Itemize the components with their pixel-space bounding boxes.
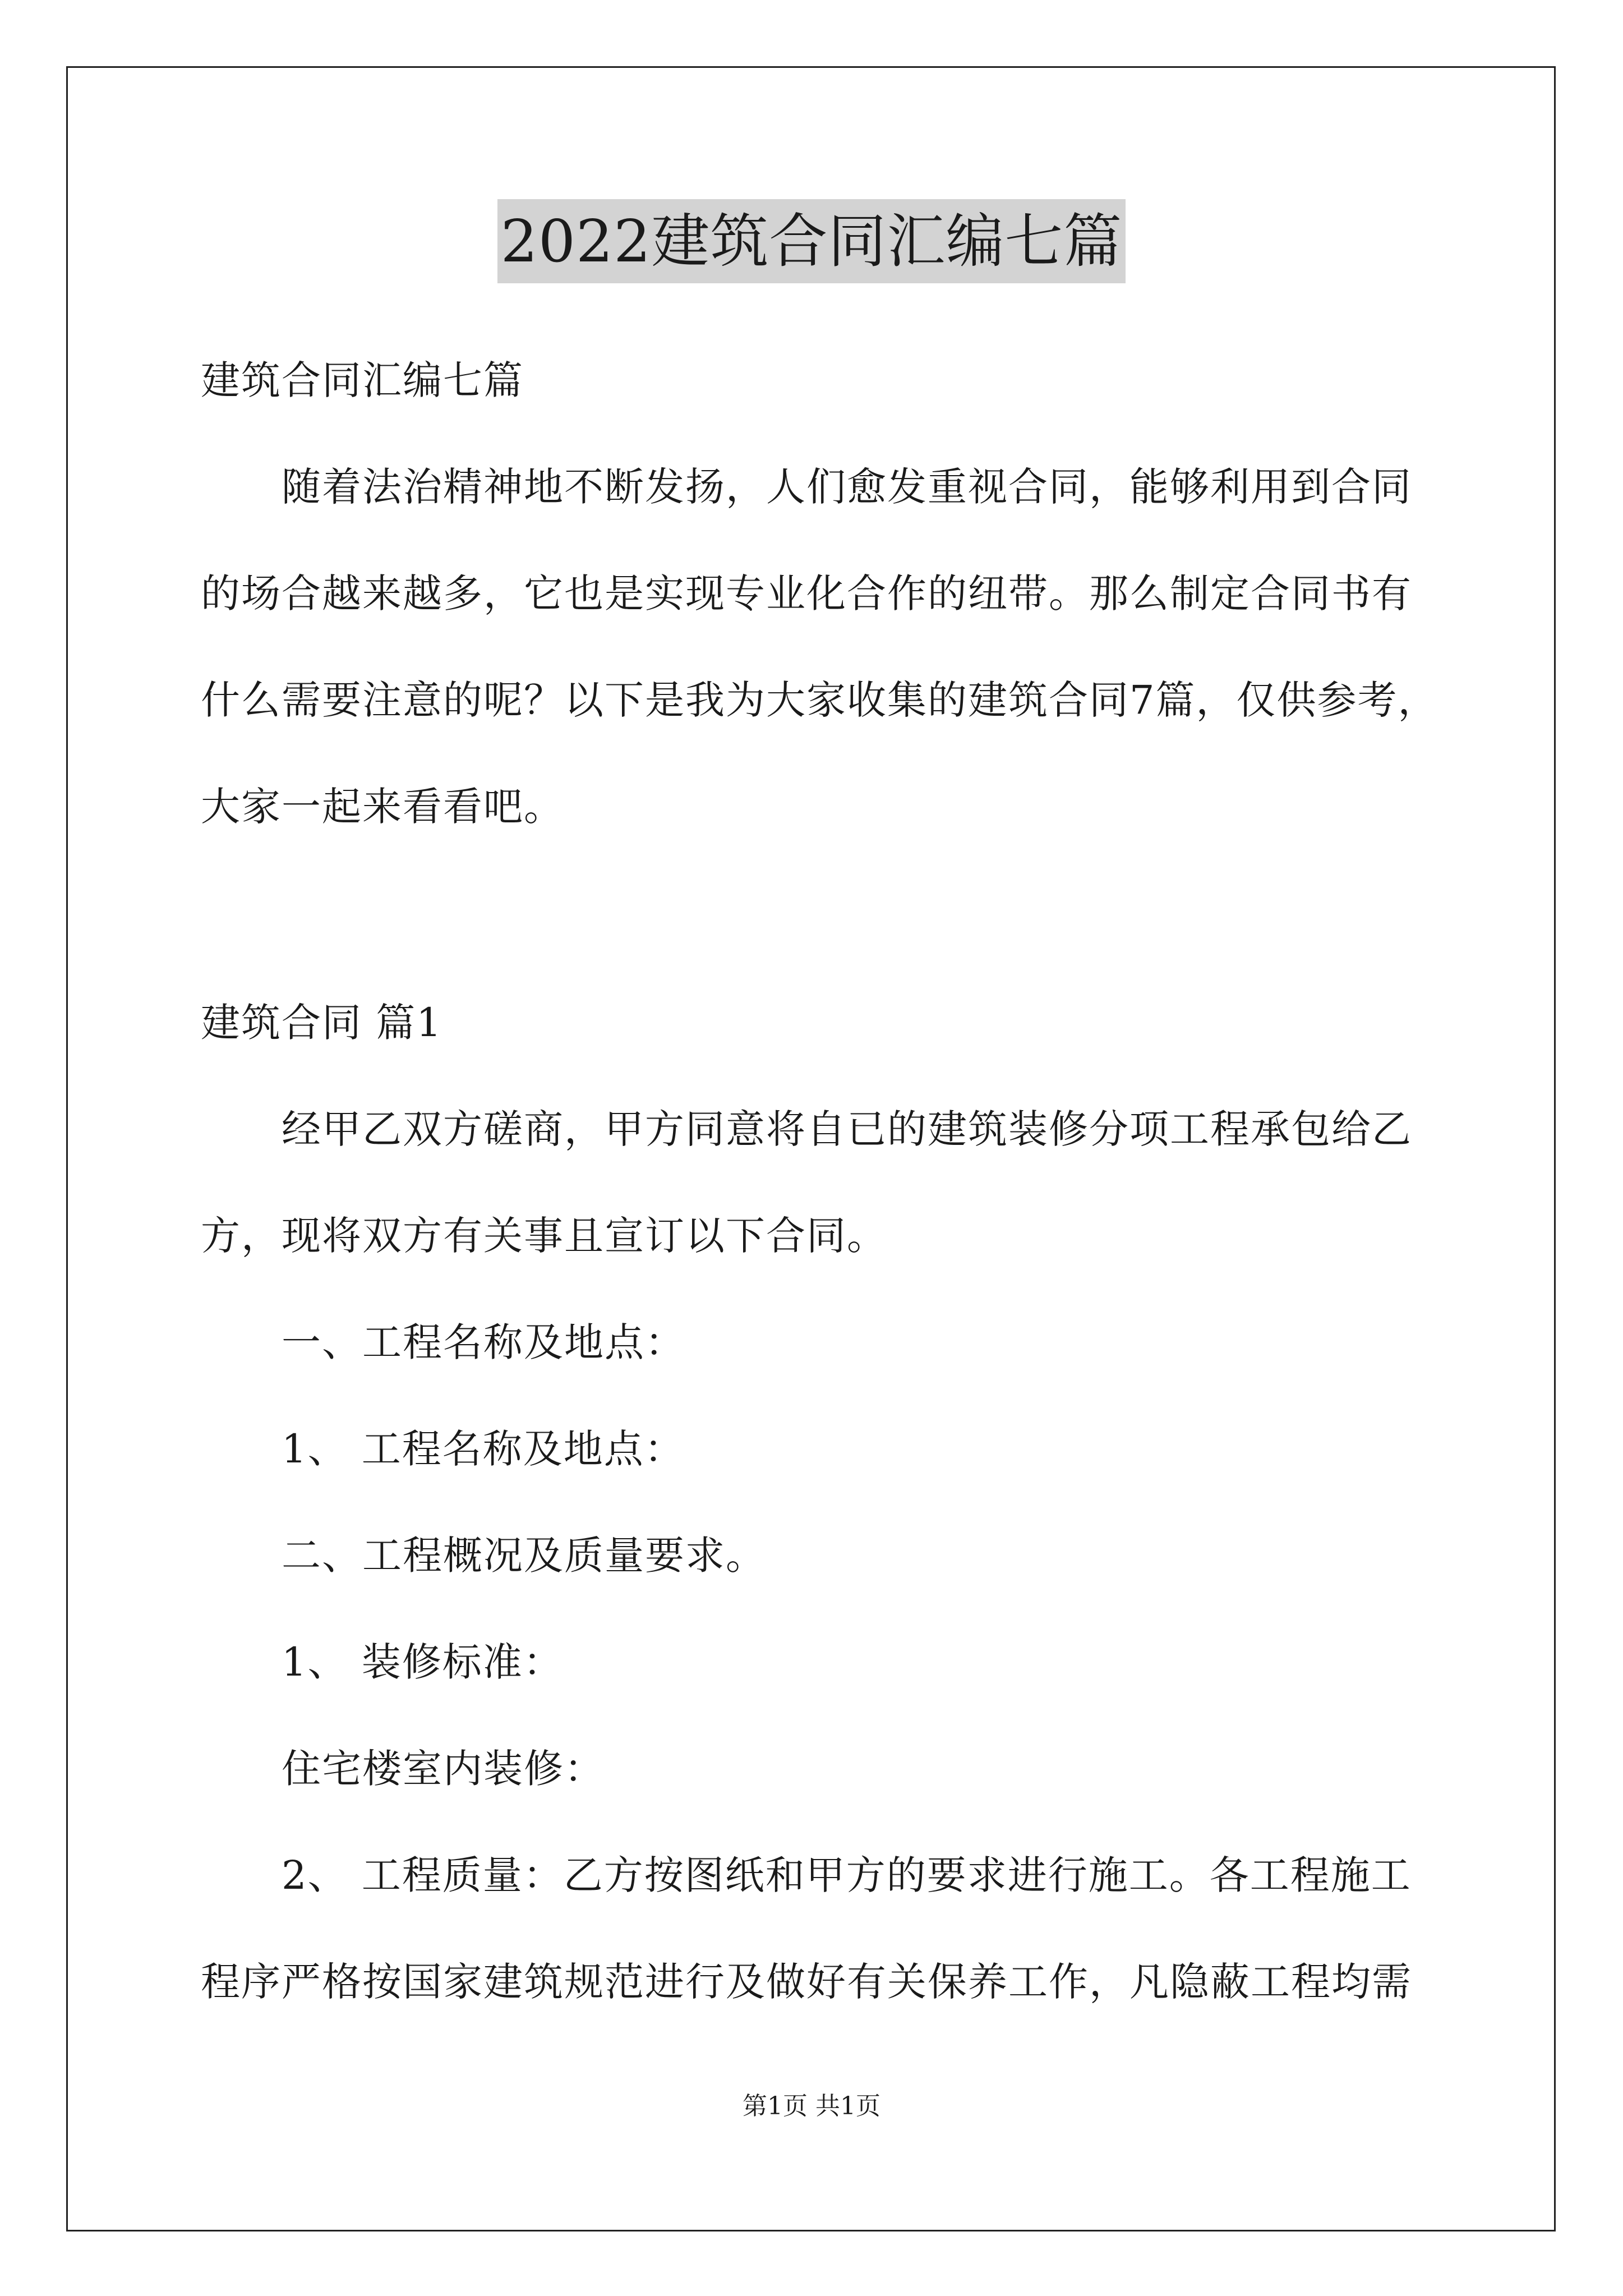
body-line-4: 1、 工程名称及地点：	[282, 1426, 685, 1472]
body-line-5: 二、工程概况及质量要求。	[282, 1533, 766, 1579]
body-line-2: 方，现将双方有关事且宣订以下合同。	[201, 1213, 887, 1259]
body-line-1: 经甲乙双方磋商，甲方同意将自已的建筑装修分项工程承包给乙	[282, 1106, 1412, 1152]
page-footer: 第1页 共1页	[743, 2092, 880, 2120]
title-wrap	[0, 199, 1623, 283]
body-line-6: 1、 装修标准：	[282, 1639, 564, 1685]
body-line-8: 2、 工程质量：乙方按图纸和甲方的要求进行施工。各工程施工	[282, 1852, 1412, 1898]
intro-line-2: 的场合越来越多，它也是实现专业化合作的纽带。那么制定合同书有	[201, 570, 1412, 616]
intro-line-1: 随着法治精神地不断发扬，人们愈发重视合同，能够利用到合同	[282, 464, 1412, 510]
body-line-3: 一、工程名称及地点：	[282, 1319, 685, 1365]
intro-line-4: 大家一起来看看吧。	[201, 784, 564, 830]
body-line-7: 住宅楼室内装修：	[282, 1746, 605, 1792]
document-subtitle: 建筑合同汇编七篇	[201, 357, 524, 403]
section-heading: 建筑合同 篇1	[201, 1000, 442, 1046]
intro-line-3: 什么需要注意的呢？以下是我为大家收集的建筑合同7篇，仅供参考，	[201, 677, 1438, 723]
body-line-9: 程序严格按国家建筑规范进行及做好有关保养工作，凡隐蔽工程均需	[201, 1959, 1412, 2005]
document-title: 2022建筑合同汇编七篇	[497, 199, 1126, 283]
